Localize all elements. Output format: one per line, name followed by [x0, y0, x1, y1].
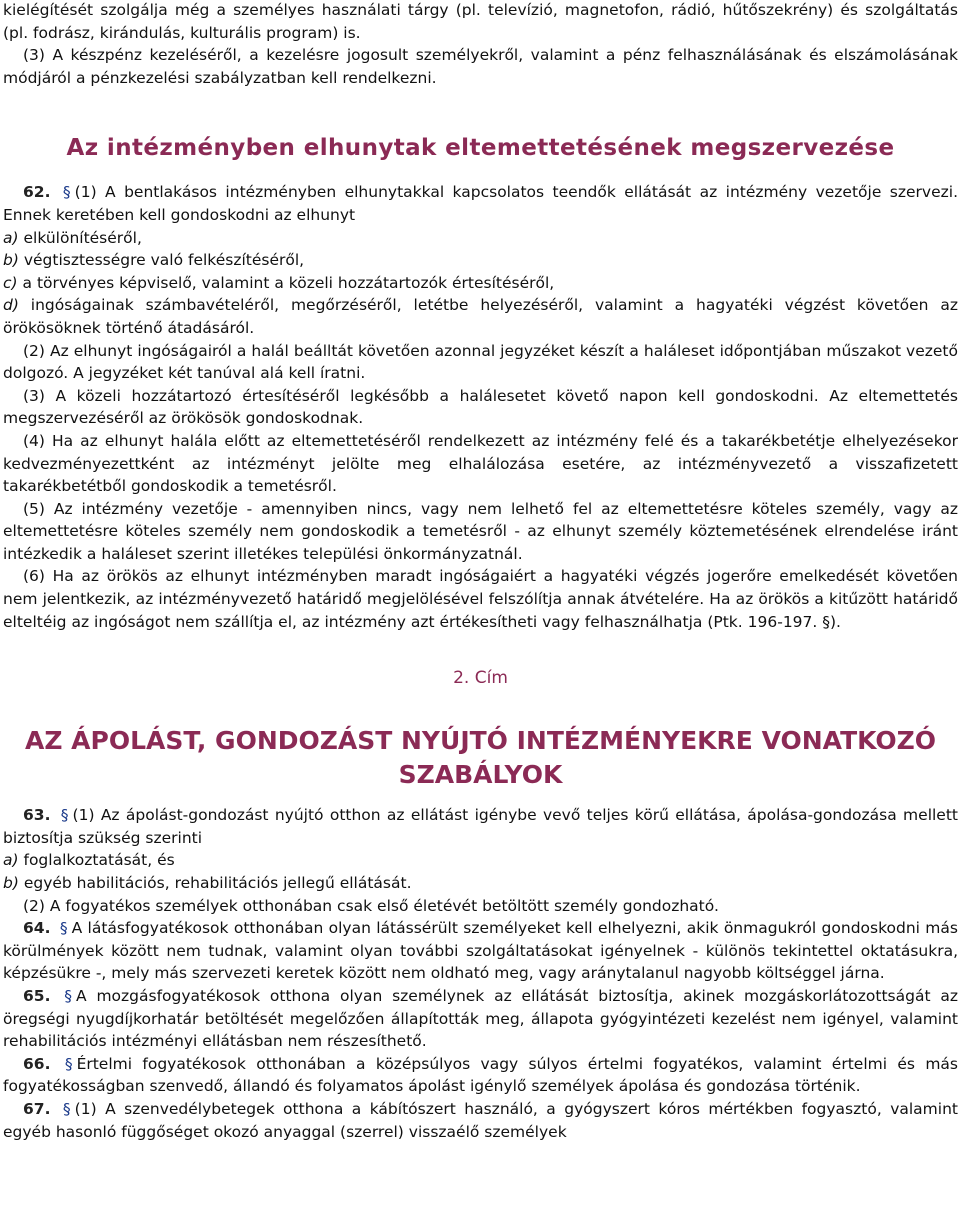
section-number: 67.	[23, 1099, 51, 1118]
section-number: 64.	[23, 919, 51, 938]
list-item	[3, 227, 958, 250]
section-text: Értelmi fogyatékosok otthonában a középsúlyos vagy súlyos értelmi fogyatékos, valamint értelmi és más fogyatékosságban szenvedő, állandó és folyamatos ápolást igénylő személyek ápolása és gondozása történik.	[3, 1054, 958, 1096]
paragraph-sign-link[interactable]: §	[64, 1054, 73, 1073]
part-title: AZ ÁPOLÁST, GONDOZÁST NYÚJTÓ INTÉZMÉNYEKRE VONATKOZÓ SZABÁLYOK	[24, 726, 937, 790]
list-item	[3, 294, 958, 339]
subsection-5: (5) Az intézmény vezetője - amennyiben nincs, vagy nem lelhető fel az eltemettetésre köteles személy, vagy az eltemettetésre köteles személy nem gondoskodik a temetésről - az elhunyt személy köztemetésének elrendelése iránt intézkedik a haláleset szerint illetékes települési önkormányzatnál.	[3, 499, 958, 563]
section-67	[3, 1098, 958, 1143]
list-item-text: a törvényes képviselő, valamint a közeli hozzátartozók értesítéséről,	[22, 273, 555, 292]
section-text: A látásfogyatékosok otthonában olyan látássérült személyeket kell elhelyezni, akik önmagukról gondoskodni más körülmények között nem tudnak, valamint olyan további szolgáltatásokat igényelnek - különös tekintettel oktatásukra, képzésükre -, mely más szervezeti keretek között nem oldható meg, vagy aránytalanul nagyobb költséggel járna.	[3, 919, 958, 983]
list-item	[3, 872, 958, 895]
paragraph-sign-link[interactable]: §	[62, 183, 71, 202]
paragraph-sign-link[interactable]: §	[60, 806, 69, 825]
section-number: 65.	[23, 987, 51, 1005]
section-subtitle: Az intézményben elhunytak eltemettetésének megszervezése	[66, 135, 895, 162]
section-63	[3, 804, 958, 917]
list-marker: c)	[3, 273, 18, 292]
subsection-6: (6) Ha az örökös az elhunyt intézményben maradt ingóságaiért a hagyatéki végzés jogerőre emelkedését követően nem jelentkezik, az intézményvezető határidő megjelölésével felszólítja annak átvételére. Ha az örökös a kitűzött határidő elteltéig az ingóságot nem szállítja el, az intézmény azt értékesítheti vagy felhasználhatja (Ptk. 196-197. §).	[3, 567, 958, 631]
list-item-text: ingóságainak számbavételéről, megőrzéséről, letétbe helyezéséről, valamint a hagyatéki végzést követően az örökösöknek történő átadásáról.	[3, 296, 958, 337]
list-marker: a)	[3, 228, 19, 247]
paragraph-sign-link[interactable]: §	[59, 919, 68, 938]
paragraph-sign-link[interactable]: §	[62, 1099, 71, 1118]
section-number: 63.	[23, 806, 51, 825]
list-marker: d)	[3, 296, 19, 315]
intro-paragraph-1: kielégítését szolgálja még a személyes használati tárgy (pl. televízió, magnetofon, rádió, hűtőszekrény) és szolgáltatás (pl. fodrász, kirándulás, kulturális program) is.	[3, 1, 958, 42]
section-text: A mozgásfogyatékosok otthona olyan személynek az ellátását biztosítja, akinek mozgáskorlátozottságát az öregségi nyugdíjkorhatár betöltését megelőzően állapították meg, állapota gyógyintézeti kezelést nem igényel, valamint rehabilitációs intézményi ellátásban nem részesíthető.	[3, 987, 958, 1051]
list-item-text: elkülönítéséről,	[23, 228, 142, 247]
list-item	[3, 272, 958, 295]
list-item	[3, 249, 958, 272]
section-64	[3, 917, 958, 985]
section-text: (1) Az ápolást-gondozást nyújtó otthon az ellátást igénybe vevő teljes körű ellátása, ápolása-gondozása mellett biztosítja szükség szerinti	[3, 806, 958, 847]
subsection-2: (2) A fogyatékos személyek otthonában csak első életévét betöltött személy gondozható.	[23, 896, 719, 915]
chapter-label: 2. Cím	[453, 668, 508, 689]
list-item-text: egyéb habilitációs, rehabilitációs jellegű ellátását.	[23, 874, 412, 893]
section-text: (1) A bentlakásos intézményben elhunytakkal kapcsolatos teendők ellátását az intézmény vezetője szervezi. Ennek keretében kell gondoskodni az elhunyt	[3, 183, 958, 224]
list-item	[3, 849, 958, 872]
paragraph-sign-link[interactable]: §	[64, 987, 73, 1005]
subsection-3: (3) A közeli hozzátartozó értesítéséről legkésőbb a halálesetet követő napon kell gondoskodni. Az eltemettetés megszervezéséről az örökösök gondoskodnak.	[3, 386, 958, 428]
section-66	[3, 1053, 958, 1098]
list-item-text: végtisztességre való felkészítéséről,	[23, 251, 305, 270]
document-page	[3, 0, 958, 1143]
list-marker: b)	[3, 251, 19, 270]
section-62	[3, 181, 958, 633]
intro-paragraph-2: (3) A készpénz kezeléséről, a kezelésre jogosult személyekről, valamint a pénz felhasználásának és elszámolásának módjáról a pénzkezelési szabályzatban kell rendelkezni.	[3, 46, 958, 87]
list-marker: b)	[3, 874, 19, 893]
section-number: 62.	[23, 183, 51, 202]
subsection-2: (2) Az elhunyt ingóságairól a halál beálltát követően azonnal jegyzéket készít a haláleset időpontjában műszakot vezető dolgozó. A jegyzéket két tanúval alá kell íratni.	[3, 341, 958, 383]
list-marker: a)	[3, 851, 19, 870]
section-65	[3, 985, 958, 1053]
subsection-4: (4) Ha az elhunyt halála előtt az eltemettetéséről rendelkezett az intézmény felé és a takarékbetétje elhelyezésekor kedvezményezettként az intézményt jelölte meg elhalálozása esetére, az intézményvezető a visszafizetett takarékbetétből gondoskodik a temetésről.	[3, 431, 958, 496]
list-item-text: foglalkoztatását, és	[23, 851, 175, 870]
section-number: 66.	[23, 1054, 51, 1073]
section-text: (1) A szenvedélybetegek otthona a kábítószert használó, a gyógyszert kóros mértékben fogyasztó, valamint egyéb hasonló függőséget okozó anyaggal (szerrel) visszaélő személyek	[3, 1099, 958, 1141]
